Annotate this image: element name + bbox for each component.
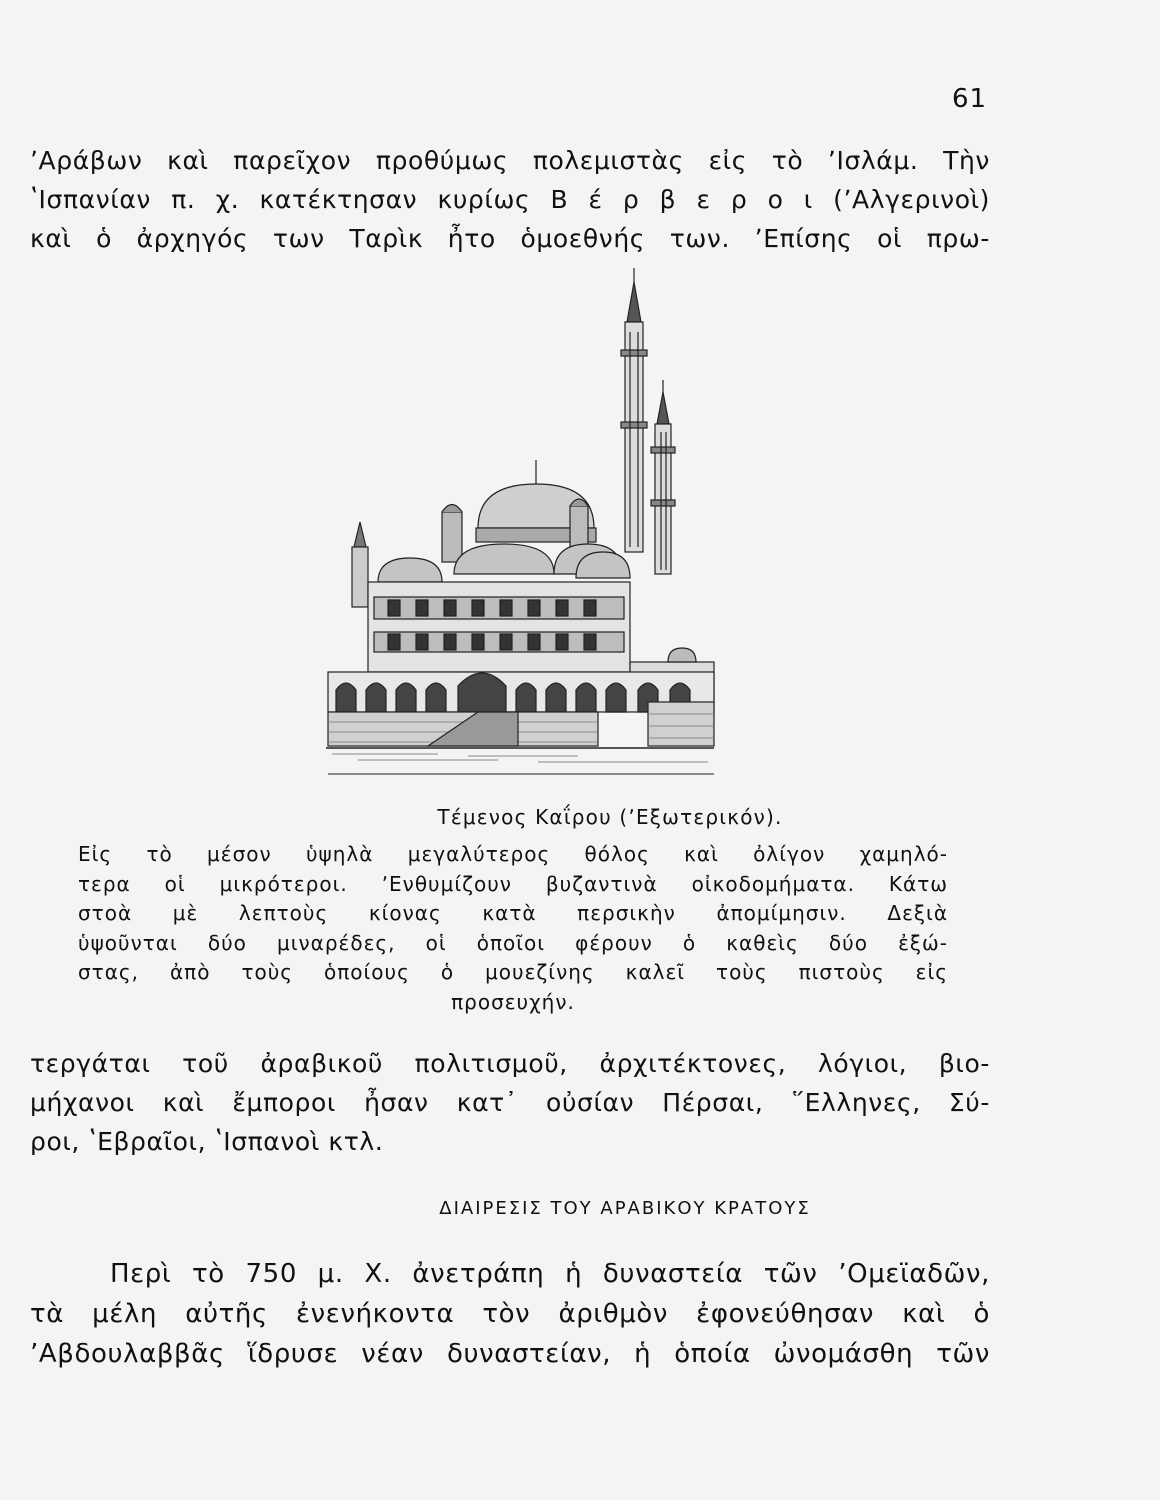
caption-line: ὑψοῦνται δύο μιναρέδες, οἱ ὁποῖοι φέρουν ὁ καθεὶς δύο ἐξώ- xyxy=(78,930,948,955)
figure-caption xyxy=(78,840,948,1017)
paragraph-2 xyxy=(30,1044,990,1161)
paragraph-1 xyxy=(30,141,990,258)
text-line: μήχανοι καὶ ἔμποροι ἦσαν κατ᾽ οὐσίαν Πέρσαι, ῞Ελληνες, Σύ- xyxy=(30,1088,990,1117)
mosque-illustration xyxy=(318,262,718,782)
caption-line: στας, ἀπὸ τοὺς ὁποίους ὁ μουεζίνης καλεῖ τοὺς πιστοὺς εἰς xyxy=(78,960,948,984)
text-line: ʽΙσπανίαν π. χ. κατέκτησαν κυρίως Β έ ρ β ε ρ ο ι (ʼΑλγερινοὶ) xyxy=(30,185,990,214)
text-line: Περὶ τὸ 750 μ. Χ. ἀνετράπη ἡ δυναστεία τῶν ʼΟμεϊαδῶν, xyxy=(110,1259,990,1289)
text-line: ʼΑράβων καὶ παρεῖχον προθύμως πολεμιστὰς εἰς τὸ ʼΙσλάμ. Τὴν xyxy=(30,146,990,175)
paragraph-3 xyxy=(30,1254,990,1374)
caption-line: προσευχήν. xyxy=(451,989,575,1014)
text-line: καὶ ὁ ἀρχηγός των Ταρὶκ ἦτο ὁμοεθνής των. ʼΕπίσης οἱ πρω- xyxy=(30,224,990,253)
text-line: τεργάται τοῦ ἀραβικοῦ πολιτισμοῦ, ἀρχιτέκτονες, λόγιοι, βιο- xyxy=(30,1049,990,1078)
caption-line: Εἰς τὸ μέσον ὑψηλὰ μεγαλύτερος θόλος καὶ ὀλίγον χαμηλό- xyxy=(78,842,948,866)
figure-caption-title: Τέμενος Καΐρου (ʼΕξωτερικόν). xyxy=(437,805,783,829)
page-number: 61 xyxy=(952,84,988,114)
caption-line: τερα οἱ μικρότεροι. ʼΕνθυμίζουν βυζαντινὰ οἰκοδομήματα. Κάτω xyxy=(78,871,948,896)
text-line: ʼΑβδουλαββᾶς ἵδρυσε νέαν δυναστείαν, ἡ ὁποία ὠνομάσθη τῶν xyxy=(30,1339,990,1369)
text-line: τὰ μέλη αὐτῆς ἐνενήκοντα τὸν ἀριθμὸν ἐφονεύθησαν καὶ ὁ xyxy=(30,1299,990,1329)
section-heading: ΔΙΑΙΡΕΣΙΣ ΤΟΥ ΑΡΑΒΙΚΟΥ ΚΡΑΤΟΥΣ xyxy=(439,1198,811,1219)
text-line: ροι, ʽΕβραῖοι, ʽΙσπανοὶ κτλ. xyxy=(30,1127,384,1156)
caption-line: στοὰ μὲ λεπτοὺς κίονας κατὰ περσικὴν ἀπομίμησιν. Δεξιὰ xyxy=(78,901,948,925)
